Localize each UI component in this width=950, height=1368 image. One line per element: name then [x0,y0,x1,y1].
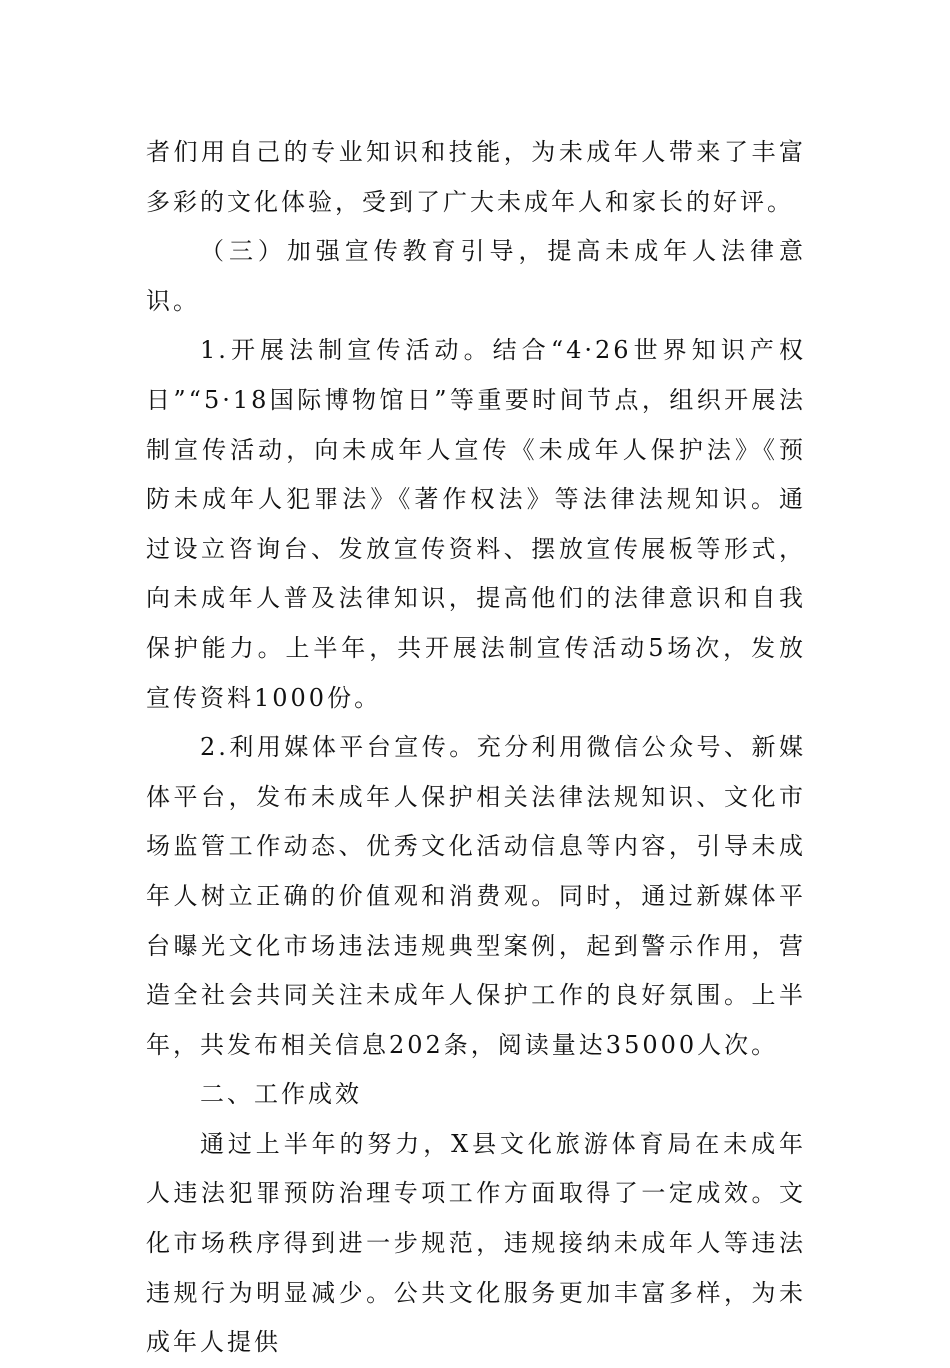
document-body [146,128,806,1368]
section-heading-results: 二、工作成效 [200,1080,362,1109]
paragraph-media-platform: 2.利用媒体平台宣传。充分利用微信公众号、新媒体平台，发布未成年人保护相关法律法规知识、文化市场监管工作动态、优秀文化活动信息等内容，引导未成年人树立正确的价值观和消费观。同时，通过新媒体平台曝光文化市场违法违规典型案例，起到警示作用，营造全社会共同关注未成年人保护工作的良好氛围。上半年，共发布相关信息202条，阅读量达35000人次。 [146,733,806,1059]
section-heading-3: （三）加强宣传教育引导，提高未成年人法律意识。 [146,237,806,315]
paragraph-continuation: 者们用自己的专业知识和技能，为未成年人带来了丰富多彩的文化体验，受到了广大未成年人和家长的好评。 [146,138,806,216]
paragraph-legal-publicity: 1.开展法制宣传活动。结合“4·26世界知识产权日”“5·18国际博物馆日”等重要时间节点，组织开展法制宣传活动，向未成年人宣传《未成年人保护法》《预防未成年人犯罪法》《著作权法》等法律法规知识。通过设立咨询台、发放宣传资料、摆放宣传展板等形式，向未成年人普及法律知识，提高他们的法律意识和自我保护能力。上半年，共开展法制宣传活动5场次，发放宣传资料1000份。 [146,336,806,712]
paragraph-results: 通过上半年的努力，X县文化旅游体育局在未成年人违法犯罪预防治理专项工作方面取得了一定成效。文化市场秩序得到进一步规范，违规接纳未成年人等违法违规行为明显减少。公共文化服务更加丰富多样，为未成年人提供 [146,1129,806,1357]
